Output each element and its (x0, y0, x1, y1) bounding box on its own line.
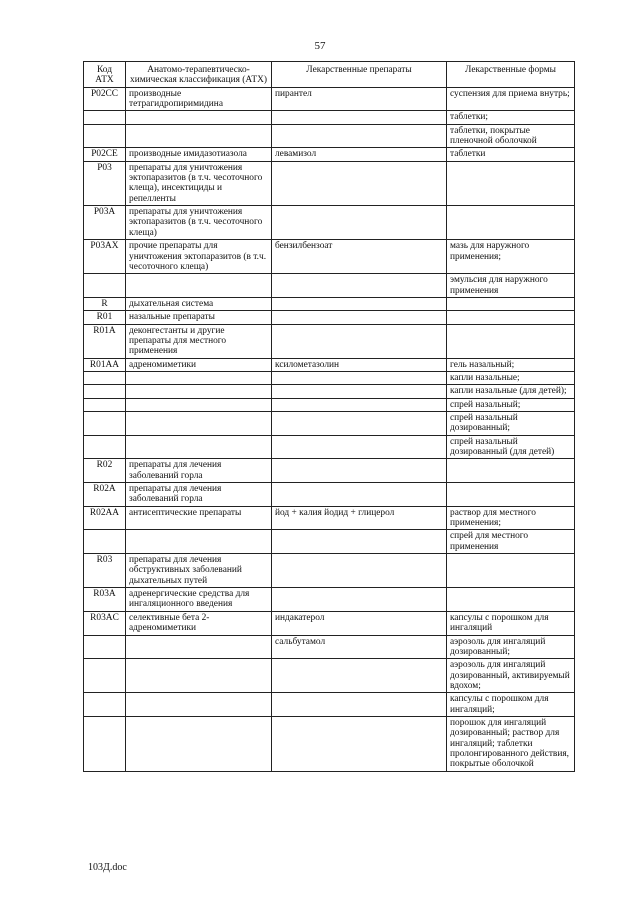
table-row (84, 716, 575, 771)
table-row (84, 385, 575, 398)
cell-drug: бензилбензоат (272, 240, 447, 274)
cell-code (84, 111, 126, 124)
table-row (84, 635, 575, 659)
header-classification: Анатомо-терапевтическо-химическая классификация (АТХ) (126, 62, 272, 88)
cell-classification (126, 693, 272, 717)
table-row (84, 206, 575, 240)
cell-classification (126, 411, 272, 435)
cell-classification: препараты для уничтожения эктопаразитов (в т.ч. чесоточного клеща) (126, 206, 272, 240)
cell-code: R03A (84, 588, 126, 612)
cell-drug (272, 111, 447, 124)
cell-drug: левамизол (272, 148, 447, 161)
cell-code: R01AA (84, 358, 126, 371)
cell-form: спрей назальный дозированный; (447, 411, 575, 435)
cell-classification (126, 124, 272, 148)
cell-code (84, 371, 126, 384)
cell-classification: назальные препараты (126, 311, 272, 324)
cell-drug (272, 435, 447, 459)
cell-drug (272, 385, 447, 398)
cell-code: P03AX (84, 240, 126, 274)
cell-form: таблетки; (447, 111, 575, 124)
cell-drug (272, 161, 447, 205)
cell-form: порошок для ингаляций дозированный; раствор для ингаляций; таблетки пролонгированного действия, покрытые оболочкой (447, 716, 575, 771)
cell-code (84, 693, 126, 717)
cell-drug (272, 530, 447, 554)
table-row (84, 274, 575, 298)
table-row (84, 506, 575, 530)
cell-code: R (84, 297, 126, 310)
cell-form (447, 588, 575, 612)
cell-form (447, 459, 575, 483)
cell-drug: йод + калия йодид + глицерол (272, 506, 447, 530)
cell-form (447, 483, 575, 507)
cell-classification: селективные бета 2-адреномиметики (126, 611, 272, 635)
cell-form: спрей назальный; (447, 398, 575, 411)
cell-drug (272, 554, 447, 588)
cell-drug (272, 483, 447, 507)
cell-code (84, 274, 126, 298)
header-forms: Лекарственные формы (447, 62, 575, 88)
cell-classification: прочие препараты для уничтожения эктопаразитов (в т.ч. чесоточного клеща) (126, 240, 272, 274)
cell-form: капсулы с порошком для ингаляций; (447, 693, 575, 717)
table-row (84, 659, 575, 693)
cell-drug (272, 297, 447, 310)
cell-drug (272, 459, 447, 483)
table-row (84, 588, 575, 612)
cell-drug (272, 693, 447, 717)
table-body (84, 87, 575, 771)
table-row (84, 611, 575, 635)
cell-drug: пирантел (272, 87, 447, 111)
cell-code (84, 385, 126, 398)
cell-drug (272, 274, 447, 298)
cell-form: раствор для местного применения; (447, 506, 575, 530)
cell-code (84, 530, 126, 554)
page-number: 57 (314, 40, 326, 52)
table-row (84, 554, 575, 588)
cell-classification: дыхательная система (126, 297, 272, 310)
cell-classification: препараты для уничтожения эктопаразитов (в т.ч. чесоточного клеща), инсектициды и репелленты (126, 161, 272, 205)
cell-drug (272, 324, 447, 358)
cell-classification (126, 435, 272, 459)
table-row (84, 483, 575, 507)
cell-classification: адренергические средства для ингаляционного введения (126, 588, 272, 612)
cell-classification: препараты для лечения заболеваний горла (126, 483, 272, 507)
cell-form (447, 161, 575, 205)
cell-classification: адреномиметики (126, 358, 272, 371)
cell-drug (272, 716, 447, 771)
cell-form: таблетки, покрытые пленочной оболочкой (447, 124, 575, 148)
cell-form: таблетки (447, 148, 575, 161)
table-row (84, 324, 575, 358)
cell-code: R03AC (84, 611, 126, 635)
cell-code: R01 (84, 311, 126, 324)
cell-form (447, 297, 575, 310)
cell-classification (126, 385, 272, 398)
cell-classification (126, 274, 272, 298)
cell-classification (126, 659, 272, 693)
cell-form: капсулы с порошком для ингаляций (447, 611, 575, 635)
cell-code: P02CC (84, 87, 126, 111)
cell-drug (272, 411, 447, 435)
cell-classification (126, 398, 272, 411)
cell-code: P03 (84, 161, 126, 205)
cell-form (447, 324, 575, 358)
header-code: Код АТХ (84, 62, 126, 88)
cell-drug: ксилометазолин (272, 358, 447, 371)
cell-drug (272, 398, 447, 411)
cell-drug (272, 588, 447, 612)
cell-classification (126, 716, 272, 771)
cell-form: гель назальный; (447, 358, 575, 371)
table-row (84, 87, 575, 111)
cell-classification: производные тетрагидропиримидина (126, 87, 272, 111)
table-row (84, 111, 575, 124)
table-header-row (84, 62, 575, 88)
cell-code (84, 124, 126, 148)
cell-code: R03 (84, 554, 126, 588)
cell-classification: препараты для лечения обструктивных заболеваний дыхательных путей (126, 554, 272, 588)
cell-code (84, 398, 126, 411)
cell-form: эмульсия для наружного применения (447, 274, 575, 298)
cell-form: мазь для наружного применения; (447, 240, 575, 274)
cell-form: спрей для местного применения (447, 530, 575, 554)
cell-drug (272, 311, 447, 324)
cell-classification (126, 111, 272, 124)
footer-filename: 103Д.doc (88, 862, 127, 873)
table-row (84, 311, 575, 324)
atx-drug-table (83, 61, 575, 772)
cell-code (84, 716, 126, 771)
header-drugs: Лекарственные препараты (272, 62, 447, 88)
table-row (84, 124, 575, 148)
cell-code: R01A (84, 324, 126, 358)
cell-code (84, 659, 126, 693)
table-row (84, 371, 575, 384)
table-row (84, 411, 575, 435)
cell-classification (126, 371, 272, 384)
cell-drug (272, 371, 447, 384)
cell-form: аэрозоль для ингаляций дозированный; (447, 635, 575, 659)
cell-code: P03A (84, 206, 126, 240)
cell-code: R02AA (84, 506, 126, 530)
cell-classification: деконгестанты и другие препараты для местного применения (126, 324, 272, 358)
cell-code: R02A (84, 483, 126, 507)
cell-code: P02CE (84, 148, 126, 161)
table-row (84, 358, 575, 371)
table-row (84, 148, 575, 161)
table-row (84, 435, 575, 459)
cell-classification (126, 635, 272, 659)
cell-code (84, 435, 126, 459)
table-row (84, 459, 575, 483)
table-row (84, 530, 575, 554)
cell-form (447, 311, 575, 324)
cell-code: R02 (84, 459, 126, 483)
cell-form (447, 206, 575, 240)
table-row (84, 240, 575, 274)
cell-classification: антисептические препараты (126, 506, 272, 530)
cell-drug: индакатерол (272, 611, 447, 635)
cell-drug (272, 124, 447, 148)
cell-form: спрей назальный дозированный (для детей) (447, 435, 575, 459)
cell-code (84, 635, 126, 659)
table-row (84, 161, 575, 205)
cell-code (84, 411, 126, 435)
table-row (84, 398, 575, 411)
cell-classification (126, 530, 272, 554)
cell-form: капли назальные (для детей); (447, 385, 575, 398)
cell-form: суспензия для приема внутрь; (447, 87, 575, 111)
table-row (84, 693, 575, 717)
cell-drug: сальбутамол (272, 635, 447, 659)
cell-classification: производные имидазотиазола (126, 148, 272, 161)
cell-form: капли назальные; (447, 371, 575, 384)
cell-form (447, 554, 575, 588)
cell-form: аэрозоль для ингаляций дозированный, активируемый вдохом; (447, 659, 575, 693)
cell-drug (272, 659, 447, 693)
cell-drug (272, 206, 447, 240)
cell-classification: препараты для лечения заболеваний горла (126, 459, 272, 483)
table-row (84, 297, 575, 310)
